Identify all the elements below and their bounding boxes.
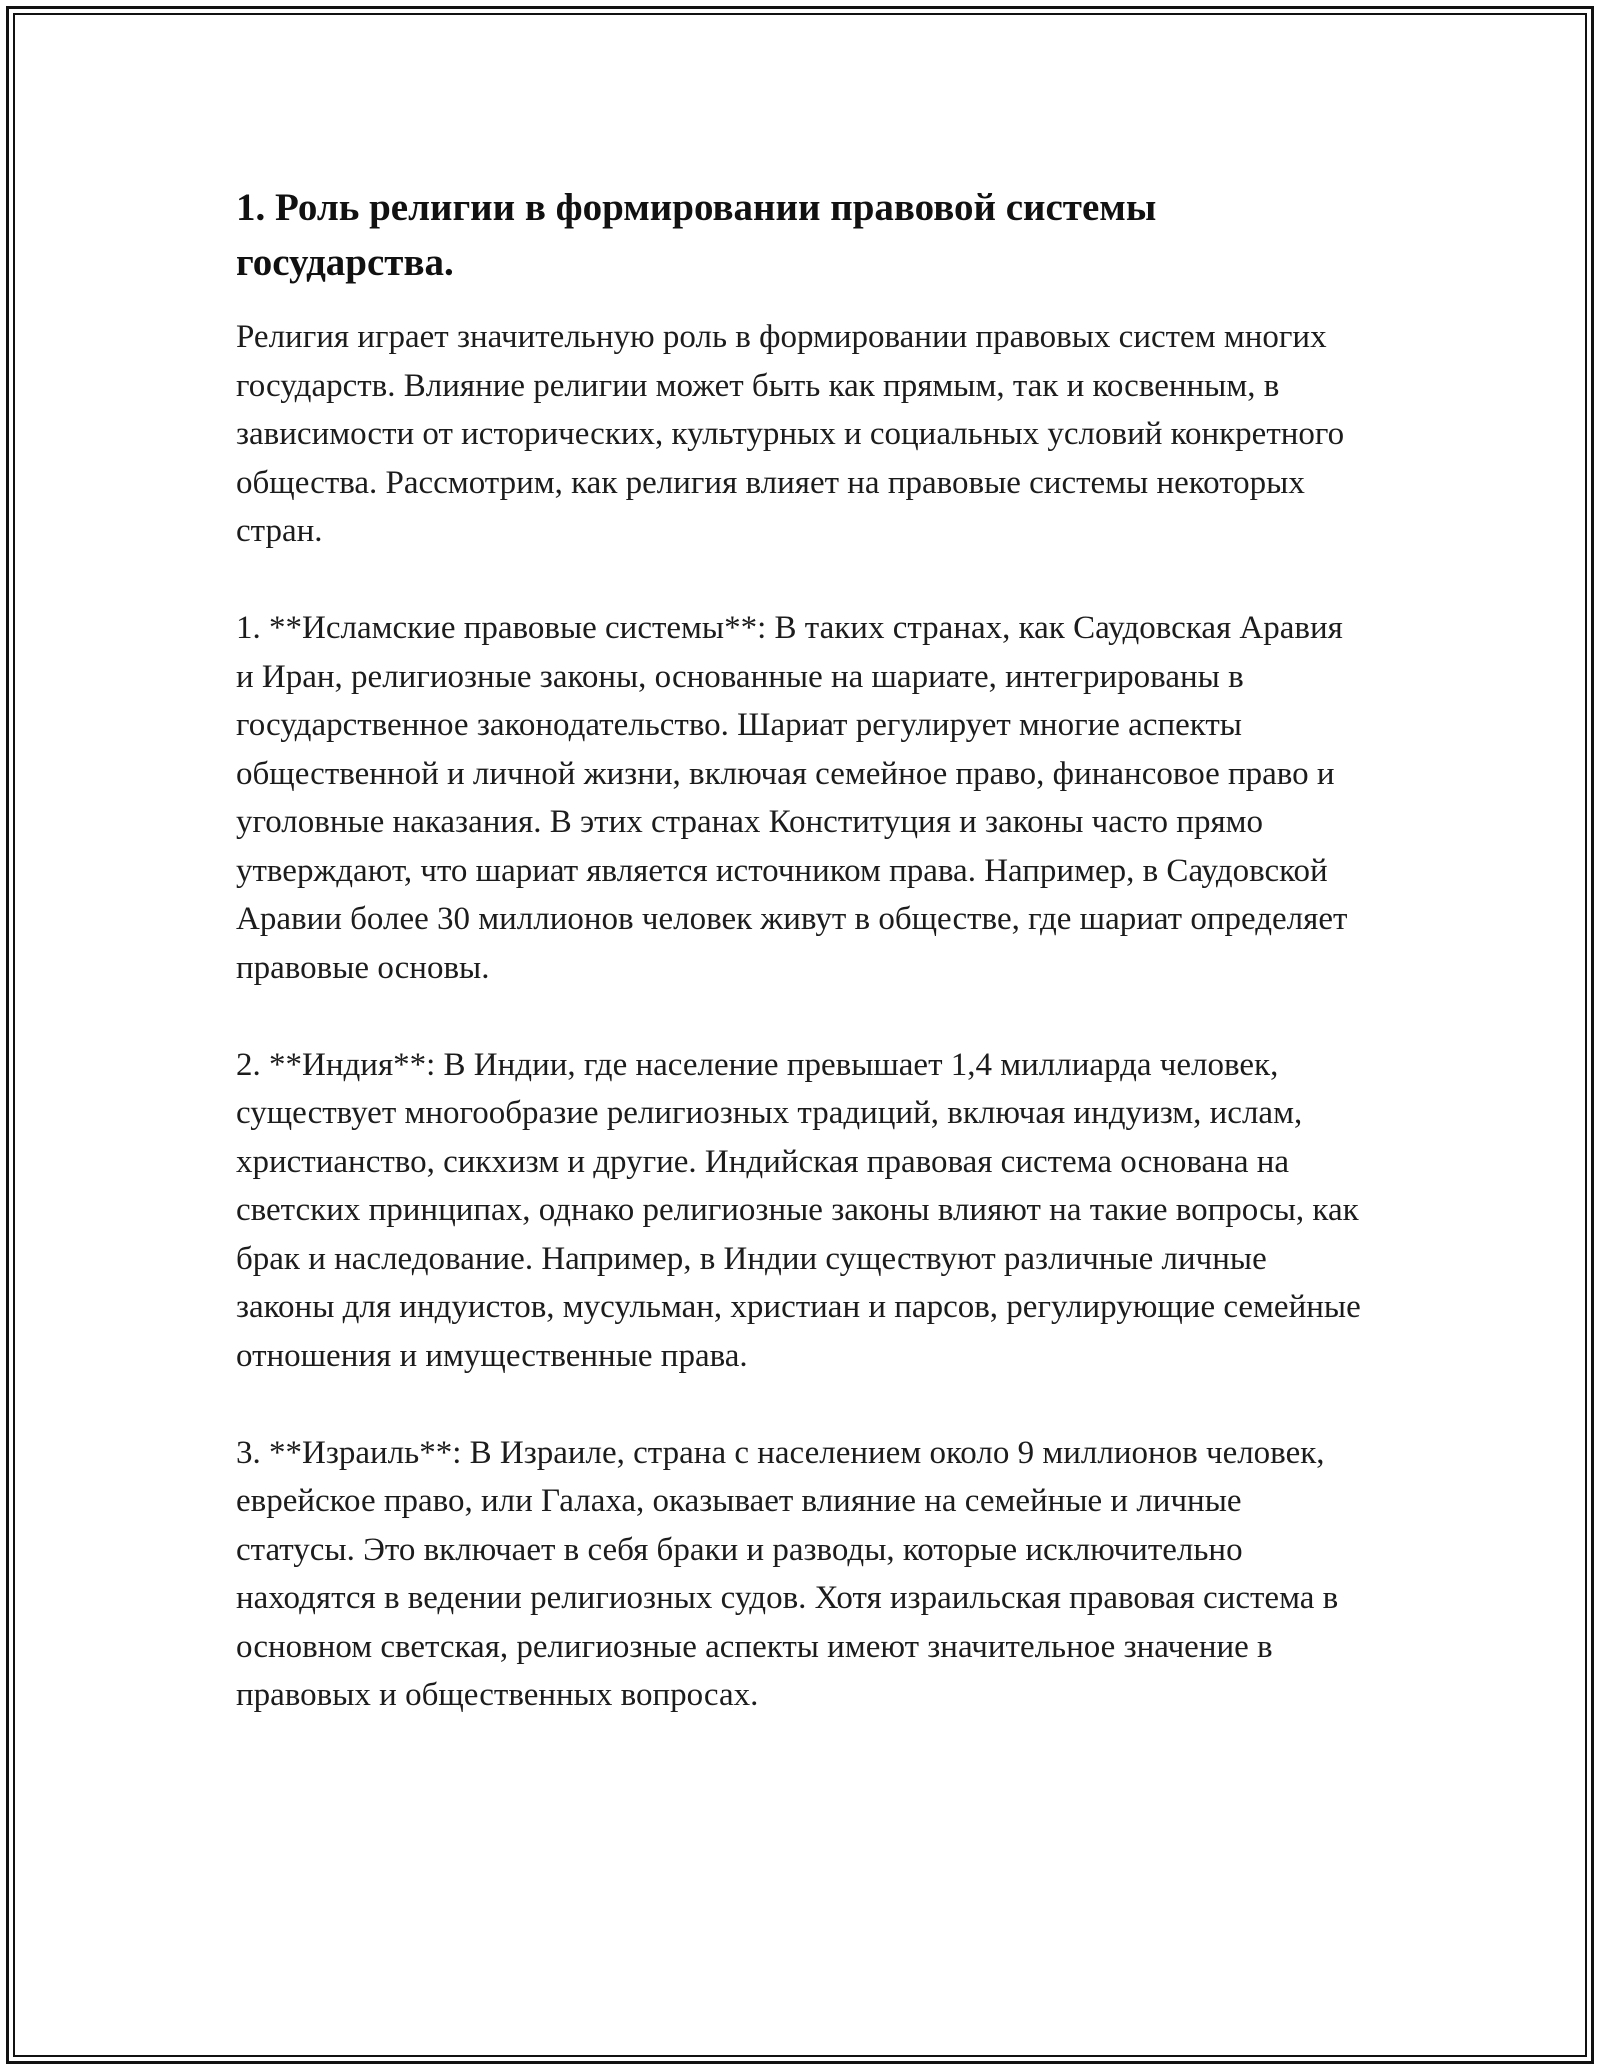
document-title: 1. Роль религии в формировании правовой системы государства. — [236, 186, 1157, 284]
paragraph-israel: 3. **Израиль**: В Израиле, страна с населением около 9 миллионов человек, еврейское право, или Галаха, оказывает влияние на семейные и личные статусы. Это включает в себя браки и разводы, которые исключительно находятся в ведении религиозных судов. Хотя израильская правовая система в основном светская, религиозные аспекты имеют значительное значение в правовых и общественных вопросах. — [236, 1434, 1339, 1713]
document-body — [236, 180, 1366, 1768]
paragraph-islamic-systems: 1. **Исламские правовые системы**: В таких странах, как Саудовская Аравия и Иран, религиозные законы, основанные на шариате, интегрированы в государственное законодательство. Шариат регулирует многие аспекты общественной и личной жизни, включая семейное право, финансовое право и уголовные наказания. В этих странах Конституция и законы часто прямо утверждают, что шариат является источником права. Например, в Саудовской Аравии более 30 миллионов человек живут в обществе, где шариат определяет правовые основы. — [236, 610, 1348, 986]
paragraph-intro: Религия играет значительную роль в формировании правовых систем многих государств. Влияние религии может быть как прямым, так и косвенным, в зависимости от исторических, культурных и социальных условий конкретного общества. Рассмотрим, как религия влияет на правовые системы некоторых стран. — [236, 319, 1345, 549]
paragraph-india: 2. **Индия**: В Индии, где население превышает 1,4 миллиарда человек, существует многообразие религиозных традиций, включая индуизм, ислам, христианство, сикхизм и другие. Индийская правовая система основана на светских принципах, однако религиозные законы влияют на такие вопросы, как брак и наследование. Например, в Индии существуют различные личные законы для индуистов, мусульман, христиан и парсов, регулирующие семейные отношения и имущественные права. — [236, 1046, 1361, 1374]
